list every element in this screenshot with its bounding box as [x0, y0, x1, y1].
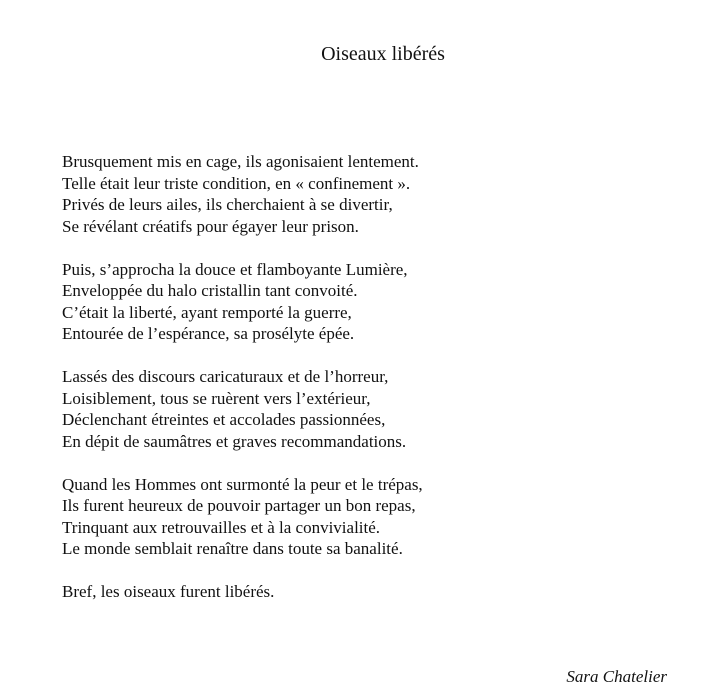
poem-line: Trinquant aux retrouvailles et à la convivialité.	[62, 517, 381, 537]
stanza-2	[62, 259, 682, 345]
poem-line: Brusquement mis en cage, ils agonisaient lentement.	[62, 152, 419, 171]
author-signature: Sara Chatelier	[566, 667, 667, 686]
poem-line: Entourée de l’espérance, sa prosélyte épée.	[62, 324, 355, 343]
poem-line: Loisiblement, tous se ruèrent vers l’extérieur,	[62, 388, 371, 408]
poem-line: En dépit de saumâtres et graves recommandations.	[62, 431, 407, 451]
poem-line: Enveloppée du halo cristallin tant convoité.	[62, 281, 358, 300]
poem-line: Lassés des discours caricaturaux et de l’horreur,	[62, 367, 389, 386]
poem-line: Quand les Hommes ont surmonté la peur et le trépas,	[62, 474, 423, 494]
poem-line: Le monde semblait renaître dans toute sa banalité.	[62, 539, 403, 558]
stanza-4	[62, 474, 682, 560]
poem-line: Puis, s’approcha la douce et flamboyante Lumière,	[62, 259, 408, 279]
poem-line: Bref, les oiseaux furent libérés.	[62, 582, 275, 601]
poem-line: Telle était leur triste condition, en « confinement ».	[62, 173, 411, 193]
poem-line: Ils furent heureux de pouvoir partager un bon repas,	[62, 496, 416, 515]
poem-line: Se révélant créatifs pour égayer leur prison.	[62, 216, 359, 236]
poem-title: Oiseaux libérés	[321, 43, 445, 65]
stanza-1	[62, 151, 682, 237]
stanza-3	[62, 366, 682, 452]
poem-line: Déclenchant étreintes et accolades passionnées,	[62, 410, 386, 429]
stanza-5	[62, 581, 682, 603]
poem-body	[62, 151, 682, 624]
poem-line: Privés de leurs ailes, ils cherchaient à se divertir,	[62, 195, 393, 214]
poem-line: C’était la liberté, ayant remporté la guerre,	[62, 302, 352, 322]
